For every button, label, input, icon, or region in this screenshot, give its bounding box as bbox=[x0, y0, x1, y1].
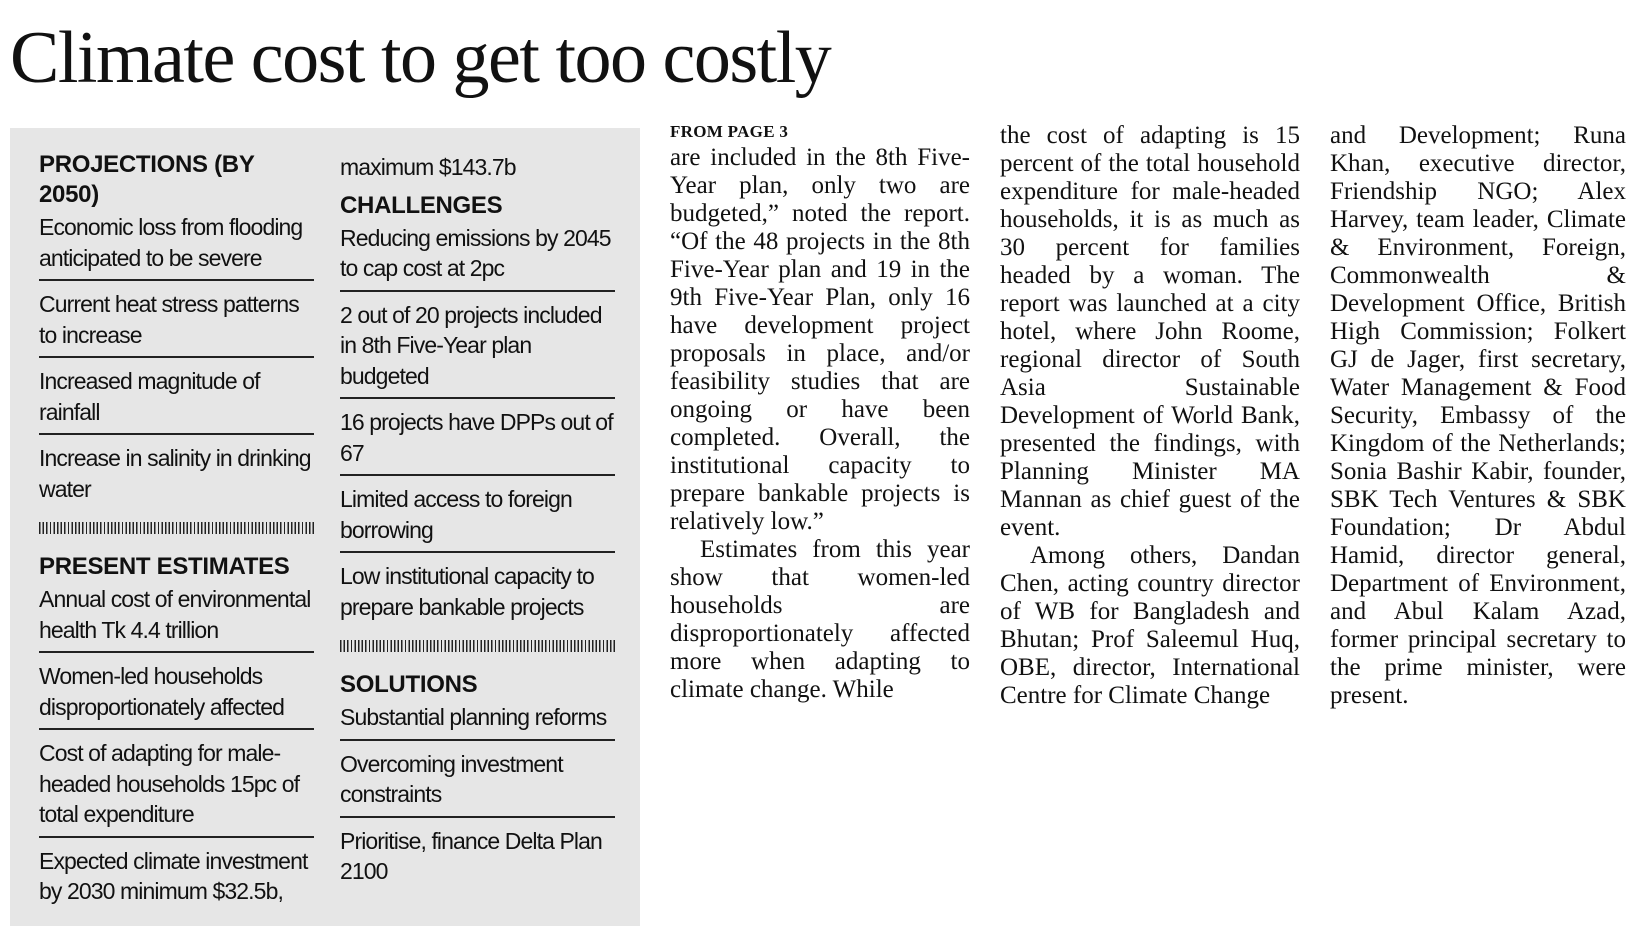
challenge-item: Reducing emissions by 2045 to cap cost at 2pc bbox=[340, 221, 615, 292]
present-estimates-heading: PRESENT ESTIMATES bbox=[39, 553, 290, 580]
article-paragraph: and Development; Runa Khan, executive director, Friendship NGO; Alex Harvey, team leader, Climate & Environment, Foreign, Commonwealth & Development Office, British High Commission; Folkert GJ de Jager, first secretary, Water Management & Food Security, Embassy of the Kingdom of the Netherlands; Sonia Bashir Kabir, founder, SBK Tech Ventures & SBK Foundation; Dr Abdul Hamid, director general, Department of Environment, and Abul Kalam Azad, former principal secretary to the prime minister, were present. bbox=[1330, 122, 1626, 709]
factbox-left-column bbox=[39, 150, 314, 919]
estimate-item: Women-led households disproportionately affected bbox=[39, 659, 314, 730]
article-column-2 bbox=[1000, 122, 1300, 710]
factbox-right-column bbox=[340, 150, 615, 899]
solutions-heading: SOLUTIONS bbox=[340, 671, 478, 698]
article-paragraph: are included in the 8th Five-Year plan, only two are budgeted,” noted the report. “Of the 48 projects in the 8th Five-Year plan and 19 in the 9th Five-Year Plan, only 16 have development project proposals in place, and/or feasibility studies that are ongoing or have been completed. Overall, the institutional capacity to prepare bankable projects is relatively low.” bbox=[670, 144, 970, 535]
projection-item: Economic loss from flooding anticipated to be severe bbox=[39, 210, 314, 281]
estimate-item: Expected climate investment by 2030 minimum $32.5b, bbox=[39, 847, 308, 904]
section-divider bbox=[39, 522, 314, 534]
projection-item: Increased magnitude of rainfall bbox=[39, 364, 314, 435]
challenge-item: 2 out of 20 projects included in 8th Five-Year plan budgeted bbox=[340, 298, 615, 400]
factbox-sidebar bbox=[10, 128, 640, 926]
estimate-item: Annual cost of environmental health Tk 4.4 trillion bbox=[39, 582, 314, 653]
article-paragraph: Estimates from this year show that women-led households are disproportionately affected more when adapting to climate change. While bbox=[670, 536, 970, 703]
estimate-item: Cost of adapting for male-headed households 15pc of total expenditure bbox=[39, 736, 314, 838]
solution-item: Substantial planning reforms bbox=[340, 700, 615, 741]
section-divider bbox=[340, 640, 615, 652]
article-column-3 bbox=[1330, 122, 1626, 710]
article-paragraph: the cost of adapting is 15 percent of the total household expenditure for male-headed households, it is as much as 30 percent for families headed by a woman. The report was launched at a city hotel, where John Roome, regional director of South Asia Sustainable Development of World Bank, presented the findings, with Planning Minister MA Mannan as chief guest of the event. bbox=[1000, 122, 1300, 541]
projection-item: Current heat stress patterns to increase bbox=[39, 287, 314, 358]
estimate-item-continuation: maximum $143.7b bbox=[340, 154, 516, 180]
article-column-1 bbox=[670, 122, 970, 704]
challenge-item: 16 projects have DPPs out of 67 bbox=[340, 405, 615, 476]
projections-heading: PROJECTIONS (BY 2050) bbox=[39, 151, 255, 208]
challenges-heading: CHALLENGES bbox=[340, 191, 503, 219]
article-paragraph: Among others, Dandan Chen, acting country director of WB for Bangladesh and Bhutan; Prof Saleemul Huq, OBE, director, International Centre for Climate Change bbox=[1000, 542, 1300, 709]
headline: Climate cost to get too costly bbox=[10, 17, 831, 99]
solution-item: Overcoming investment constraints bbox=[340, 747, 615, 818]
challenge-item: Low institutional capacity to prepare bankable projects bbox=[340, 563, 594, 620]
jump-label: FROM PAGE 3 bbox=[670, 122, 789, 141]
solution-item: Prioritise, finance Delta Plan 2100 bbox=[340, 827, 602, 884]
projection-item: Increase in salinity in drinking water bbox=[39, 445, 311, 502]
challenge-item: Limited access to foreign borrowing bbox=[340, 482, 615, 553]
